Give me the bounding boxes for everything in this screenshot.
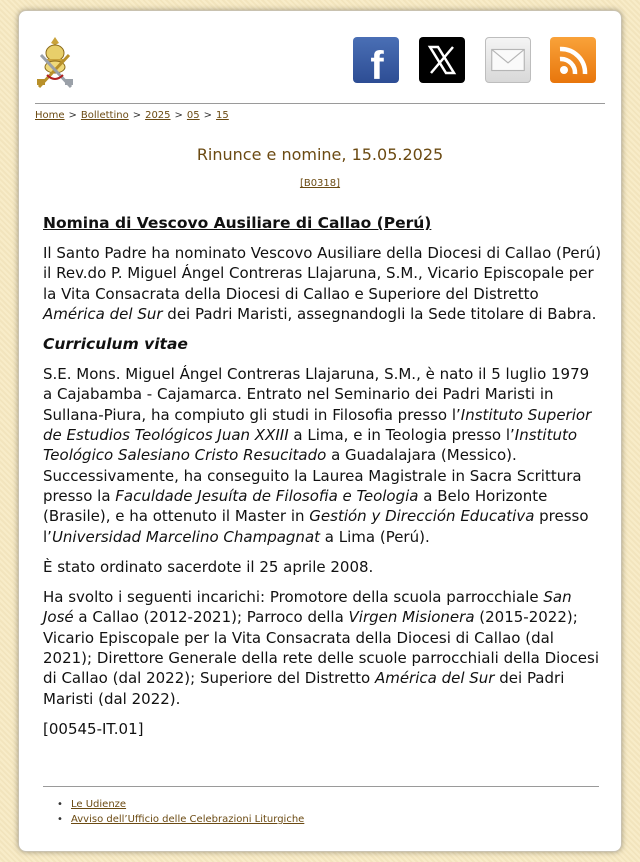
footer-divider: [43, 786, 599, 787]
breadcrumb-separator: >: [132, 110, 142, 121]
header: [19, 11, 621, 103]
curriculum-heading: Curriculum vitae: [43, 335, 188, 354]
article-heading: Nomina di Vescovo Ausiliare di Callao (Perú): [43, 214, 432, 232]
text-run-italic: Universidad Marcelino Champagnat: [51, 527, 321, 546]
text-run: a Lima, e in Teologia presso l’: [288, 426, 515, 445]
svg-text:f: f: [370, 44, 384, 83]
page-container: [18, 10, 622, 852]
text-run: dei Padri Maristi (dal 2022).: [43, 669, 565, 708]
breadcrumb-separator: >: [203, 110, 213, 121]
text-run-italic: Faculdade Jesuíta de Filosofia e Teologia: [115, 486, 419, 505]
x-icon: [419, 37, 465, 83]
text-run: (2015-2022); Vicario Episcopale per la Vita Consacrata della Diocesi di Callao (dal 2021); Direttore Generale della rete delle scuole parrocchiali della Diocesi di Callao (dal 2022); Superiore del Distretto: [43, 608, 599, 688]
breadcrumb-home-link[interactable]: Home: [35, 110, 65, 121]
rss-icon: [550, 37, 596, 83]
text-run: a Callao (2012-2021); Parroco della: [73, 608, 349, 627]
mail-icon: [486, 38, 530, 82]
text-run: Ha svolto i seguenti incarichi: Promotore della scuola parrocchiale: [43, 588, 544, 607]
text-run: presso l’: [43, 507, 589, 546]
text-run: a Belo Horizonte (Brasile), e ha ottenuto il Master in: [43, 486, 548, 526]
text-run-italic: Instituto Superior de Estudios Teológicos Juan XXIII: [43, 405, 592, 445]
breadcrumb-bollettino-link[interactable]: Bollettino: [80, 110, 129, 121]
breadcrumb-separator: >: [68, 110, 77, 121]
page-title: Rinunce e nomine, 15.05.2025: [196, 145, 444, 164]
header-divider: [35, 103, 605, 104]
reference-code: [00545-IT.01]: [43, 719, 144, 738]
list-item: [57, 797, 304, 812]
text-run-italic: América del Sur: [43, 304, 163, 323]
text-run: a Guadalajara (Messico). Successivamente, ha conseguito la Laurea Magistrale in Sacra Scrittura presso la: [43, 446, 582, 505]
intro-paragraph: [43, 243, 603, 324]
curriculum-paragraph-1: [43, 364, 603, 547]
text-run: Il Santo Padre ha nominato Vescovo Ausiliare della Diocesi di Callao (Perú) il Rev.do P. Miguel Ángel Contreras Llajaruna, S.M., Vicario Episcopale per la Vita Consacrata della Diocesi di Callao e Superiore del Distretto: [43, 244, 602, 303]
facebook-share-button[interactable]: [353, 37, 399, 83]
text-run: a Lima (Perú).: [320, 527, 430, 546]
bulletin-code-link[interactable]: [B0318]: [299, 178, 341, 189]
curriculum-paragraph-2: È stato ordinato sacerdote il 25 aprile 2008.: [43, 557, 374, 576]
article-body: [43, 213, 603, 749]
link-avviso-celebrazioni[interactable]: Avviso dell’Ufficio delle Celebrazioni Liturgiche: [71, 814, 305, 825]
breadcrumb-month-link[interactable]: 05: [186, 110, 200, 121]
email-share-button[interactable]: [485, 37, 531, 83]
breadcrumb: [35, 110, 229, 121]
papal-crest-icon[interactable]: [33, 35, 77, 89]
breadcrumb-separator: >: [174, 110, 183, 121]
related-links: [57, 797, 304, 827]
link-le-udienze[interactable]: Le Udienze: [71, 799, 127, 810]
text-run-italic: América del Sur: [374, 669, 495, 688]
text-run: S.E. Mons. Miguel Ángel Contreras Llajaruna, S.M., è nato il 5 luglio 1979 a Cajabamba - Cajamarca. Entrato nel Seminario dei Padri Maristi in Sullana-Piura, ha compiuto gli studi in Filosofia presso l’: [43, 365, 590, 424]
text-run-italic: San José: [43, 588, 572, 627]
text-run-italic: Instituto Teológico Salesiano Cristo Resucitado: [43, 426, 578, 465]
facebook-icon: [353, 37, 399, 83]
text-run-italic: Gestión y Dirección Educativa: [309, 507, 535, 526]
text-run-italic: Virgen Misionera: [348, 608, 475, 627]
text-run: dei Padri Maristi, assegnandogli la Sede titolare di Babra.: [162, 304, 597, 323]
list-item: [57, 812, 304, 827]
x-share-button[interactable]: [419, 37, 465, 83]
breadcrumb-year-link[interactable]: 2025: [145, 110, 171, 121]
rss-feed-button[interactable]: [550, 37, 596, 83]
breadcrumb-day-link[interactable]: 15: [216, 110, 229, 121]
curriculum-paragraph-3: [43, 587, 603, 709]
